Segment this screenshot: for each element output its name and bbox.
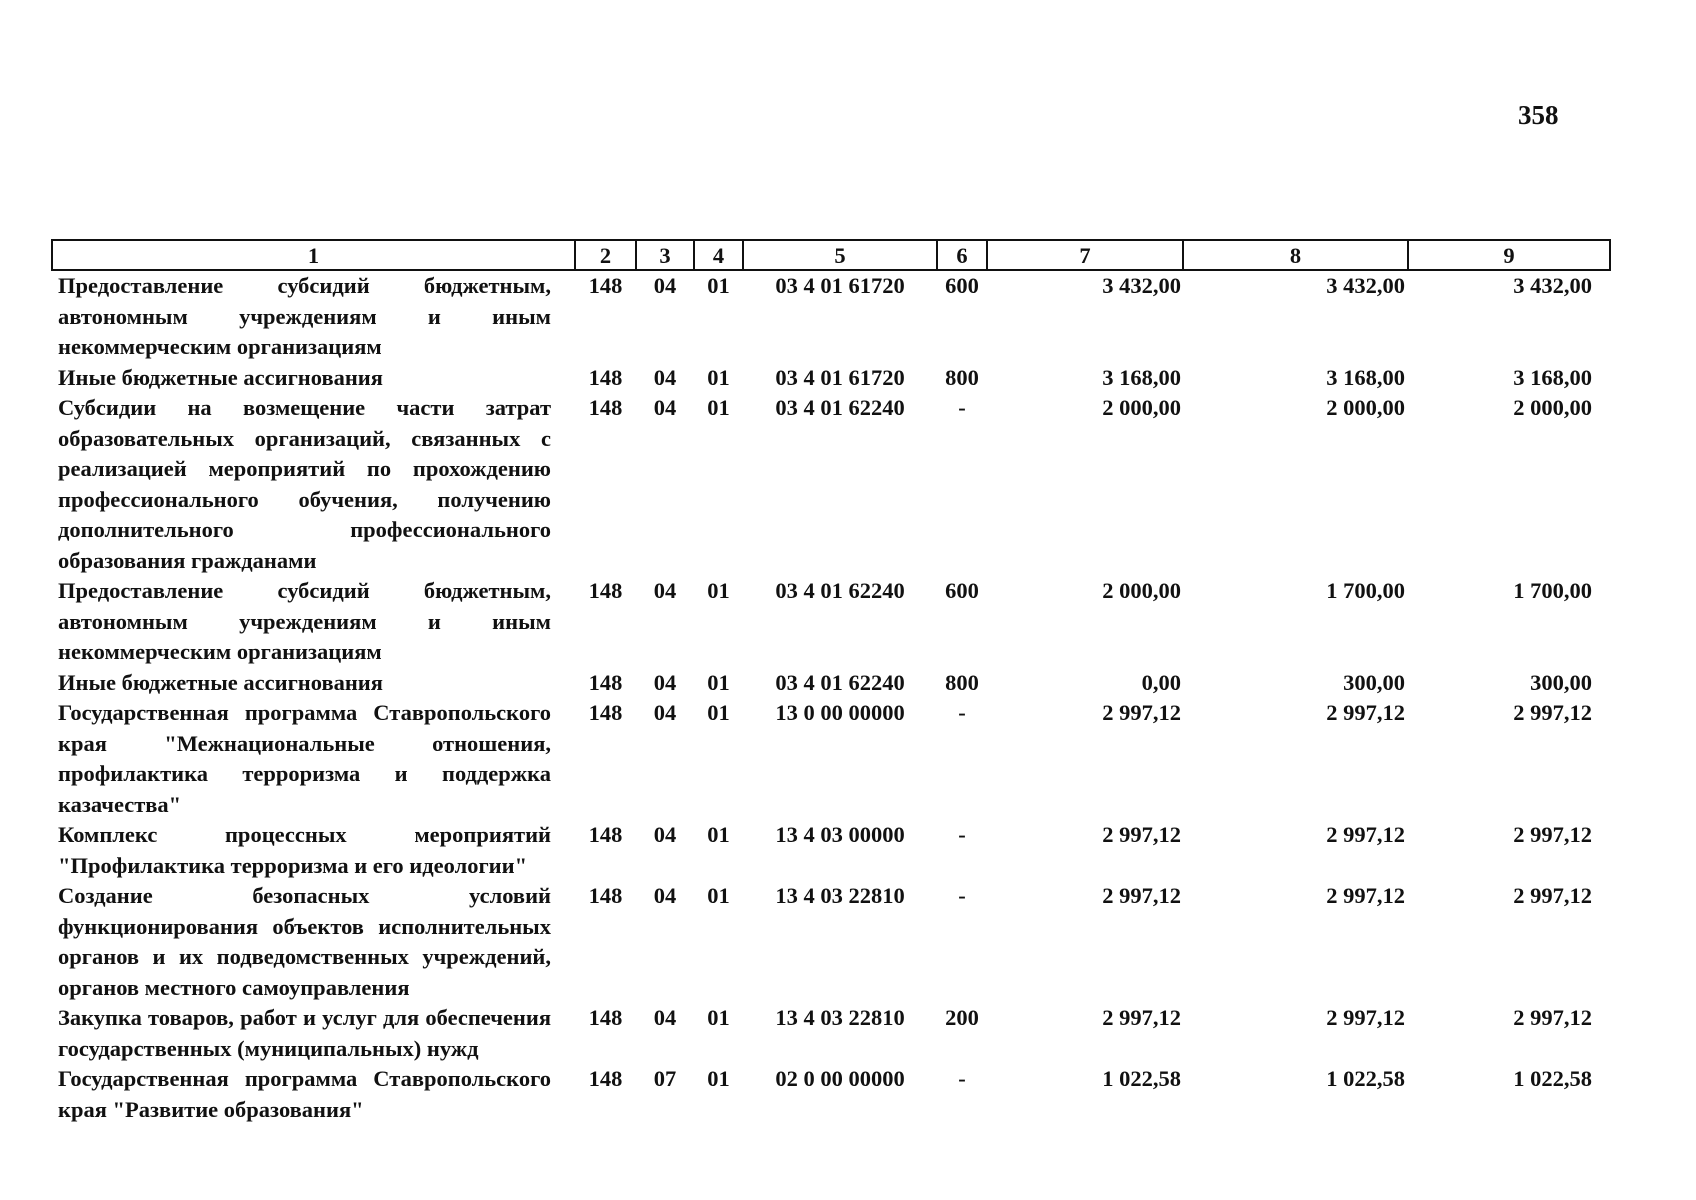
target-article-code: 03 4 01 61720 <box>775 364 905 390</box>
amount-col-8: 2 000,00 <box>1326 395 1405 420</box>
table-row <box>52 1064 1610 1125</box>
subsection-code: 01 <box>707 700 730 725</box>
header-cell-1: 1 <box>52 240 575 270</box>
ministry-code: 148 <box>588 273 623 298</box>
amount-col-8: 1 022,58 <box>1326 1066 1405 1091</box>
header-cell-6: 6 <box>937 240 987 270</box>
target-article-code: 03 4 01 61720 <box>775 273 905 298</box>
table-row <box>52 668 1610 699</box>
row-description: Государственная программа Ставропольского края "Развитие образования" <box>58 1066 551 1122</box>
page-number: 358 <box>1518 100 1559 130</box>
target-article-code: 13 0 00 00000 <box>775 700 905 725</box>
section-code: 04 <box>653 1005 677 1030</box>
target-article-code: 03 4 01 62240 <box>775 669 905 695</box>
subsection-code: 01 <box>707 1066 730 1091</box>
section-code: 04 <box>653 364 677 390</box>
amount-col-9: 2 997,12 <box>1513 700 1592 725</box>
header-row <box>52 240 1610 270</box>
target-article-code: 03 4 01 62240 <box>775 395 905 420</box>
subsection-code: 01 <box>707 883 730 908</box>
table-row <box>52 270 1610 363</box>
section-code: 04 <box>653 700 677 725</box>
amount-col-9: 3 432,00 <box>1513 273 1592 298</box>
section-code: 04 <box>653 669 677 695</box>
expense-type-code: 600 <box>945 273 979 298</box>
header-cell-3: 3 <box>636 240 694 270</box>
amount-col-7: 3 432,00 <box>1102 273 1181 298</box>
subsection-code: 01 <box>707 578 730 603</box>
table-row <box>52 363 1610 394</box>
expense-type-code: - <box>958 883 966 908</box>
amount-col-9: 2 997,12 <box>1513 1005 1592 1030</box>
ministry-code: 148 <box>588 1005 623 1030</box>
amount-col-8: 2 997,12 <box>1326 1005 1405 1030</box>
amount-col-8: 1 700,00 <box>1326 578 1405 603</box>
subsection-code: 01 <box>707 273 730 298</box>
row-description: Предоставление субсидий бюджетным, автономным учреждениям и иным некоммерческим организациям <box>58 273 551 359</box>
ministry-code: 148 <box>588 364 623 390</box>
amount-col-8: 2 997,12 <box>1326 822 1405 847</box>
amount-col-9: 2 997,12 <box>1513 822 1592 847</box>
amount-col-7: 2 000,00 <box>1102 578 1181 603</box>
ministry-code: 148 <box>588 883 623 908</box>
section-code: 07 <box>653 1066 677 1091</box>
subsection-code: 01 <box>707 1005 730 1030</box>
amount-col-7: 2 997,12 <box>1102 700 1181 725</box>
row-description: Закупка товаров, работ и услуг для обеспечения государственных (муниципальных) нужд <box>58 1005 551 1061</box>
amount-col-9: 2 000,00 <box>1513 395 1592 420</box>
expense-type-code: 800 <box>945 669 979 695</box>
target-article-code: 03 4 01 62240 <box>775 578 905 603</box>
amount-col-8: 2 997,12 <box>1326 883 1405 908</box>
amount-col-9: 2 997,12 <box>1513 883 1592 908</box>
header-cell-8: 8 <box>1183 240 1408 270</box>
table-row <box>52 820 1610 881</box>
amount-col-9: 300,00 <box>1530 669 1592 695</box>
row-description: Комплекс процессных мероприятий "Профилактика терроризма и его идеологии" <box>58 822 551 878</box>
subsection-code: 01 <box>707 364 730 390</box>
amount-col-8: 3 168,00 <box>1326 364 1405 390</box>
expense-type-code: - <box>958 1066 966 1091</box>
row-description: Государственная программа Ставропольского края "Межнациональные отношения, профилактика терроризма и поддержка казачества" <box>58 700 551 817</box>
table-row <box>52 576 1610 668</box>
amount-col-7: 2 997,12 <box>1102 822 1181 847</box>
amount-col-9: 1 022,58 <box>1513 1066 1592 1091</box>
row-description: Субсидии на возмещение части затрат образовательных организаций, связанных с реализацией мероприятий по прохождению профессионального обучения, получению дополнительного профессионального образования гражданами <box>58 395 551 573</box>
row-description: Предоставление субсидий бюджетным, автономным учреждениям и иным некоммерческим организациям <box>58 578 551 664</box>
table-row <box>52 698 1610 820</box>
amount-col-7: 3 168,00 <box>1102 364 1181 390</box>
ministry-code: 148 <box>588 395 623 420</box>
amount-col-7: 0,00 <box>1141 669 1181 695</box>
expense-type-code: 200 <box>945 1005 979 1030</box>
target-article-code: 02 0 00 00000 <box>775 1066 905 1091</box>
header-cell-9: 9 <box>1408 240 1610 270</box>
header-cell-4: 4 <box>694 240 743 270</box>
expense-type-code: - <box>958 822 966 847</box>
header-cell-2: 2 <box>575 240 636 270</box>
section-code: 04 <box>653 273 677 298</box>
amount-col-8: 3 432,00 <box>1326 273 1405 298</box>
amount-col-7: 1 022,58 <box>1102 1066 1181 1091</box>
ministry-code: 148 <box>588 578 623 603</box>
target-article-code: 13 4 03 00000 <box>775 822 905 847</box>
expense-type-code: - <box>958 700 966 725</box>
header-cell-5: 5 <box>743 240 937 270</box>
section-code: 04 <box>653 578 677 603</box>
section-code: 04 <box>653 883 677 908</box>
expense-type-code: - <box>958 395 966 420</box>
row-description: Создание безопасных условий функционирования объектов исполнительных органов и их подведомственных учреждений, органов местного самоуправления <box>58 883 551 1000</box>
ministry-code: 148 <box>588 700 623 725</box>
target-article-code: 13 4 03 22810 <box>775 1005 905 1030</box>
section-code: 04 <box>653 395 677 420</box>
header-cell-7: 7 <box>987 240 1183 270</box>
expense-type-code: 600 <box>945 578 979 603</box>
target-article-code: 13 4 03 22810 <box>775 883 905 908</box>
budget-table <box>51 239 1611 1125</box>
ministry-code: 148 <box>588 669 623 695</box>
table-row <box>52 881 1610 1003</box>
subsection-code: 01 <box>707 822 730 847</box>
amount-col-9: 3 168,00 <box>1513 364 1592 390</box>
subsection-code: 01 <box>707 395 730 420</box>
table-row <box>52 1003 1610 1064</box>
ministry-code: 148 <box>588 822 623 847</box>
amount-col-7: 2 997,12 <box>1102 883 1181 908</box>
row-description: Иные бюджетные ассигнования <box>58 364 383 390</box>
amount-col-7: 2 000,00 <box>1102 395 1181 420</box>
amount-col-9: 1 700,00 <box>1513 578 1592 603</box>
amount-col-8: 2 997,12 <box>1326 700 1405 725</box>
amount-col-7: 2 997,12 <box>1102 1005 1181 1030</box>
row-description: Иные бюджетные ассигнования <box>58 669 383 695</box>
ministry-code: 148 <box>588 1066 623 1091</box>
subsection-code: 01 <box>707 669 730 695</box>
expense-type-code: 800 <box>945 364 979 390</box>
amount-col-8: 300,00 <box>1343 669 1405 695</box>
table-row <box>52 393 1610 576</box>
section-code: 04 <box>653 822 677 847</box>
